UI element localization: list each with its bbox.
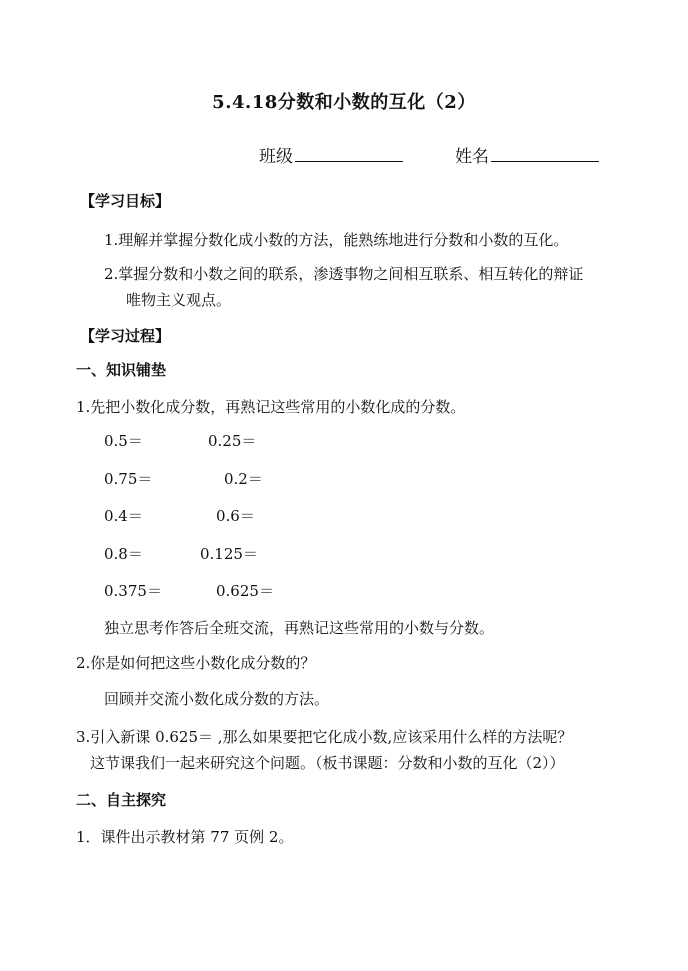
decimal-item: 0.6＝ xyxy=(216,507,255,525)
decimal-item: 0.625＝ xyxy=(216,582,274,600)
goal-1: 1.理解并掌握分数化成小数的方法，能熟练地进行分数和小数的互化。 xyxy=(104,231,569,249)
part1-heading: 一、知识铺垫 xyxy=(76,361,167,379)
class-blank[interactable] xyxy=(295,145,403,162)
name-label: 姓名 xyxy=(455,147,489,167)
page-title: 5.4.18分数和小数的互化（2） xyxy=(212,92,476,113)
class-field xyxy=(259,142,403,167)
question-1-note: 独立思考作答后全班交流，再熟记这些常用的小数与分数。 xyxy=(104,619,495,637)
part2-heading: 二、自主探究 xyxy=(76,791,167,809)
question-3-line-2: 这节课我们一起来研究这个问题。（板书课题：分数和小数的互化（2）） xyxy=(90,754,565,772)
question-1: 1.先把小数化成分数，再熟记这些常用的小数化成的分数。 xyxy=(76,398,466,416)
decimal-item: 0.2＝ xyxy=(224,470,263,488)
decimal-item: 0.8＝ xyxy=(104,545,143,563)
name-blank[interactable] xyxy=(491,145,599,162)
name-field xyxy=(455,142,599,167)
exploration-1: 1．课件出示教材第 77 页例 2。 xyxy=(76,828,294,846)
question-2: 2.你是如何把这些小数化成分数的？ xyxy=(76,654,316,672)
goal-2-line-1: 2.掌握分数和小数之间的联系，渗透事物之间相互联系、相互转化的辩证 xyxy=(104,265,584,283)
question-2-note: 回顾并交流小数化成分数的方法。 xyxy=(104,690,330,708)
decimal-item: 0.125＝ xyxy=(200,545,258,563)
decimal-item: 0.4＝ xyxy=(104,507,143,525)
decimal-item: 0.375＝ xyxy=(104,582,162,600)
decimal-item: 0.5＝ xyxy=(104,432,143,450)
question-3-line-1: 3.引入新课 0.625＝ ,那么如果要把它化成小数,应该采用什么样的方法呢？ xyxy=(76,728,573,746)
decimal-item: 0.75＝ xyxy=(104,470,153,488)
process-heading: 【学习过程】 xyxy=(80,327,171,345)
class-label: 班级 xyxy=(259,147,293,167)
decimal-item: 0.25＝ xyxy=(208,432,257,450)
goals-heading: 【学习目标】 xyxy=(80,192,171,210)
goal-2-line-2: 唯物主义观点。 xyxy=(126,291,232,309)
